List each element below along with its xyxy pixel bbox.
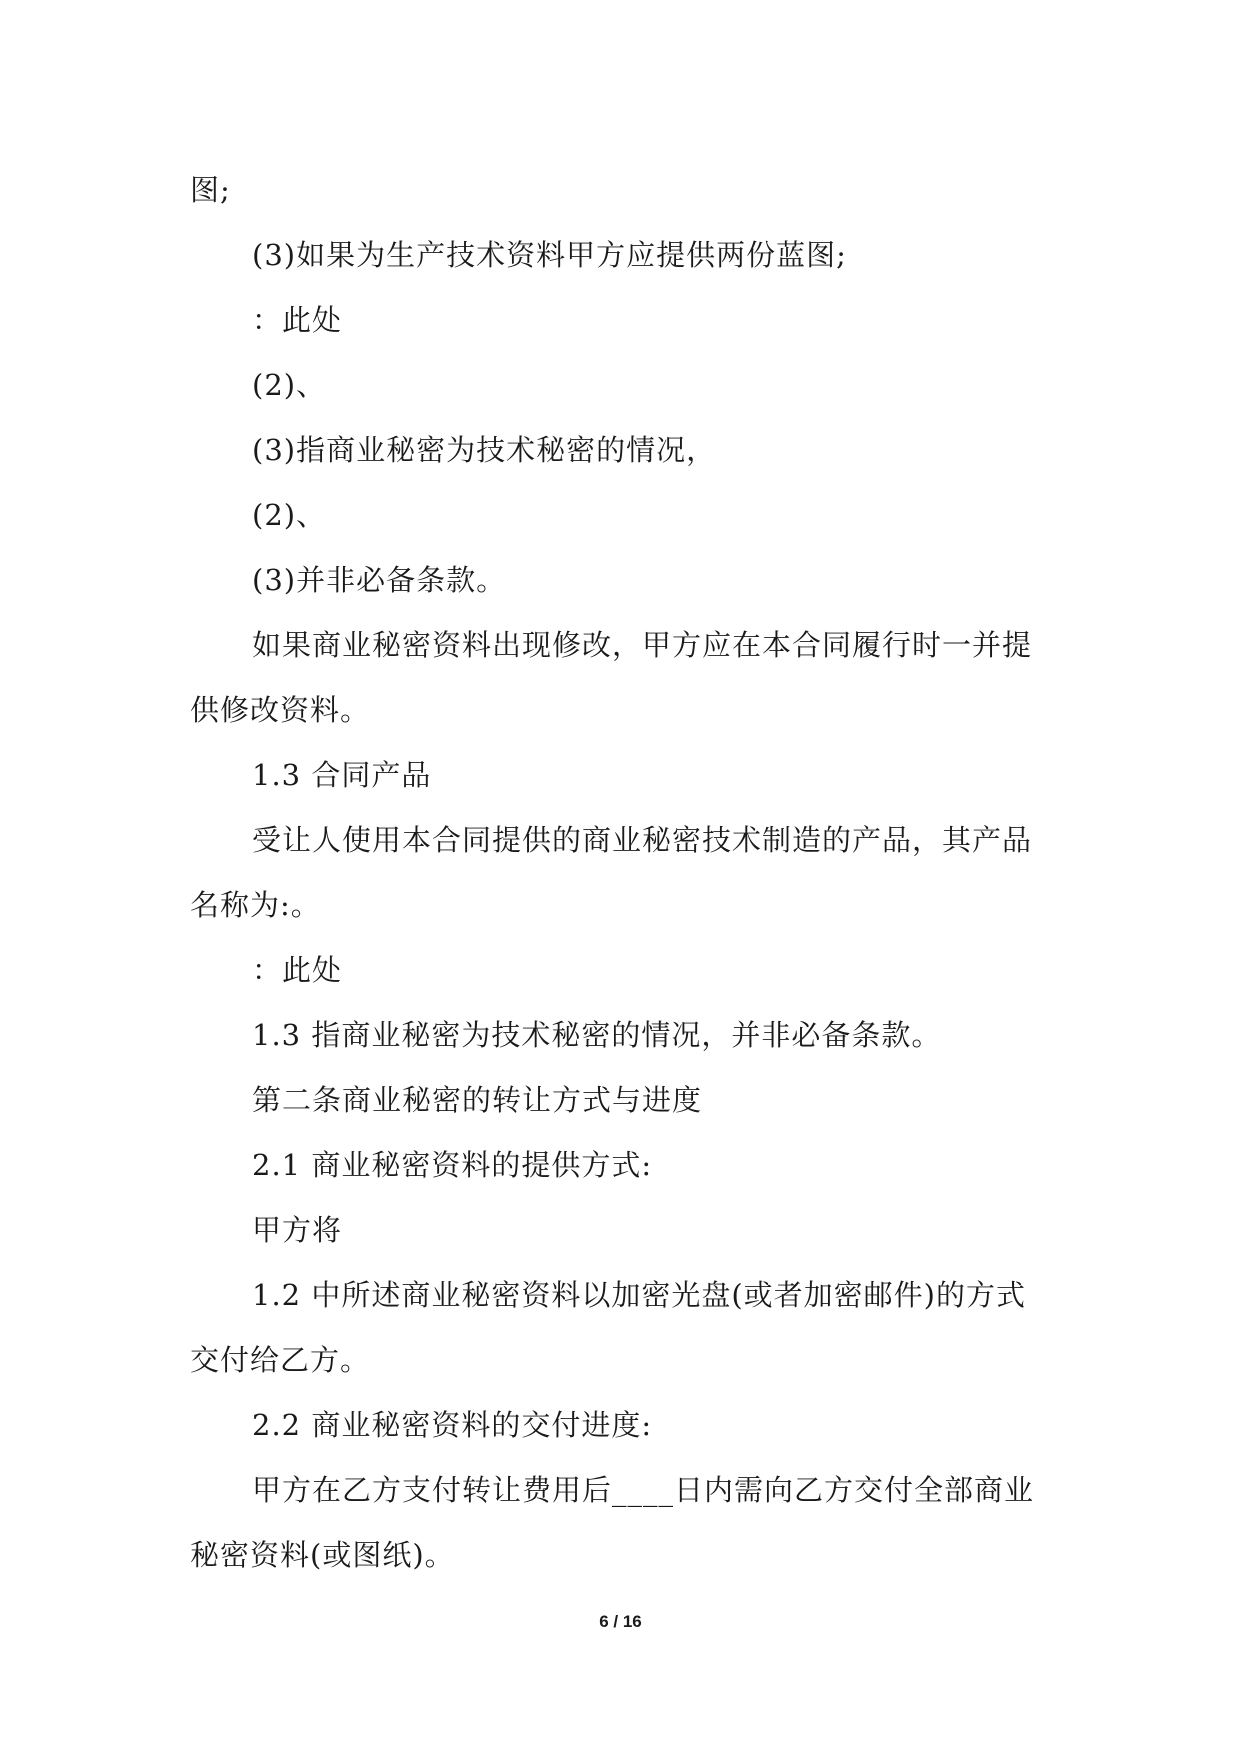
paragraph: 如果商业秘密资料出现修改，甲方应在本合同履行时一并提供修改资料。 xyxy=(190,628,1033,727)
page-number: 6 / 16 xyxy=(599,1612,642,1631)
paragraph: (2)、 xyxy=(252,368,327,402)
paragraph: (3)指商业秘密为技术秘密的情况， xyxy=(252,433,717,467)
paragraph: (3)并非必备条款。 xyxy=(252,563,507,597)
paragraph: 甲方将 xyxy=(252,1213,343,1247)
paragraph: ：此处 xyxy=(252,953,343,987)
paragraph: (3)如果为生产技术资料甲方应提供两份蓝图; xyxy=(252,238,847,272)
paragraph: (2)、 xyxy=(252,498,327,532)
section-heading: 2.1 商业秘密资料的提供方式: xyxy=(252,1148,653,1182)
document-body xyxy=(190,158,1055,1588)
article-heading: 第二条商业秘密的转让方式与进度 xyxy=(252,1083,703,1117)
section-heading: 2.2 商业秘密资料的交付进度: xyxy=(252,1408,653,1442)
paragraph: 甲方在乙方支付转让费用后____日内需向乙方交付全部商业秘密资料(或图纸)。 xyxy=(190,1473,1035,1572)
section-heading: 1.3 合同产品 xyxy=(252,758,432,792)
paragraph: 受让人使用本合同提供的商业秘密技术制造的产品，其产品名称为:。 xyxy=(190,823,1033,922)
paragraph: 1.2 中所述商业秘密资料以加密光盘(或者加密邮件)的方式交付给乙方。 xyxy=(190,1278,1026,1377)
paragraph: ：此处 xyxy=(252,303,343,337)
paragraph: 图; xyxy=(190,173,231,207)
paragraph: 1.3 指商业秘密为技术秘密的情况，并非必备条款。 xyxy=(252,1018,942,1052)
